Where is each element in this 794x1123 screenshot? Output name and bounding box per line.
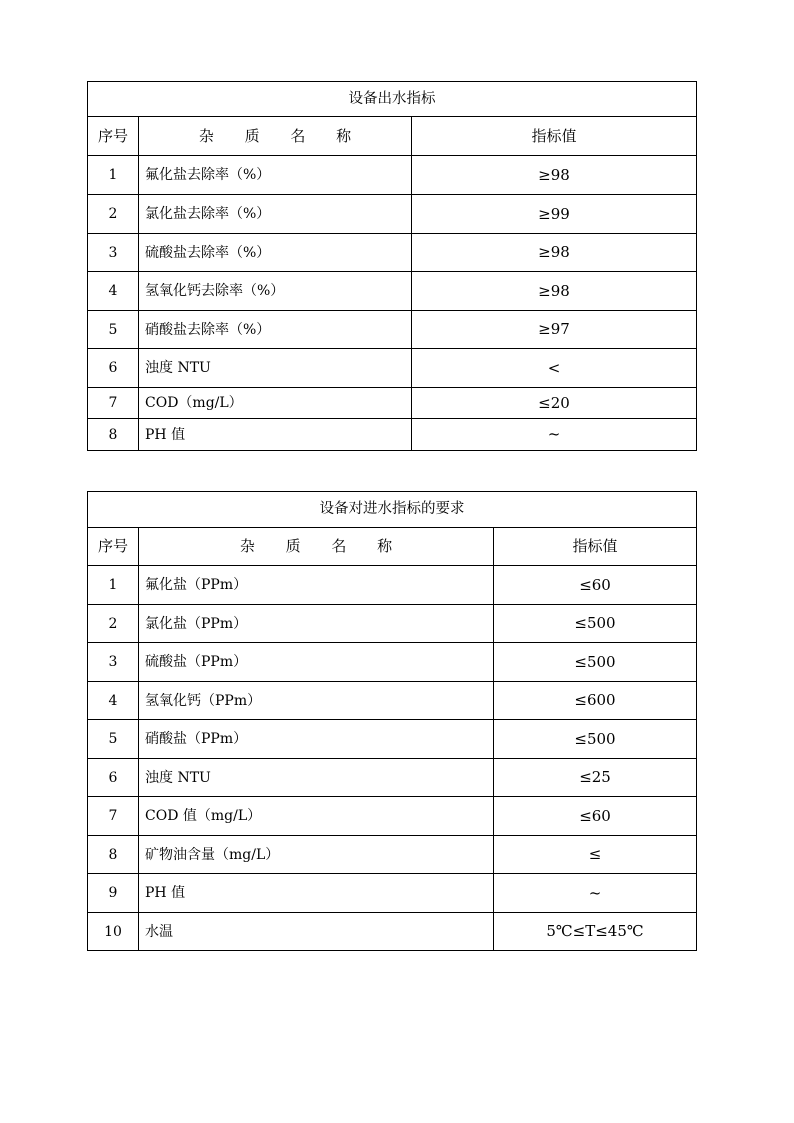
row-value: ≥98 xyxy=(412,156,697,195)
table-row xyxy=(88,419,697,451)
row-impurity: 浊度 NTU xyxy=(139,759,494,797)
row-impurity: 浊度 NTU xyxy=(139,349,412,388)
row-impurity: 硫酸盐（PPm） xyxy=(139,643,494,682)
table-row xyxy=(88,156,697,195)
row-no: 10 xyxy=(88,913,139,951)
row-no: 7 xyxy=(88,797,139,836)
row-value: ≤600 xyxy=(494,682,697,720)
row-impurity: 矿物油含量（mg/L） xyxy=(139,836,494,874)
row-no: 8 xyxy=(88,419,139,451)
table-row xyxy=(88,272,697,311)
row-impurity: 氟化盐（PPm） xyxy=(139,566,494,605)
header-index-value: 指标值 xyxy=(494,528,697,566)
inlet-table-title: 设备对进水指标的要求 xyxy=(88,492,697,528)
outlet-spec-table xyxy=(87,81,697,451)
table-row xyxy=(88,311,697,349)
row-impurity: 氢氧化钙（PPm） xyxy=(139,682,494,720)
row-no: 2 xyxy=(88,605,139,643)
header-no: 序号 xyxy=(88,117,139,156)
table-row xyxy=(88,759,697,797)
row-no: 2 xyxy=(88,195,139,234)
table-row xyxy=(88,195,697,234)
table-row xyxy=(88,682,697,720)
header-impurity-name: 杂 质 名 称 xyxy=(139,528,494,566)
row-impurity: 氢氧化钙去除率（%） xyxy=(139,272,412,311)
row-value: ≤500 xyxy=(494,720,697,759)
table-row xyxy=(88,913,697,951)
row-impurity: 氯化盐（PPm） xyxy=(139,605,494,643)
row-no: 3 xyxy=(88,643,139,682)
row-value: ≥99 xyxy=(412,195,697,234)
row-impurity: 硝酸盐去除率（%） xyxy=(139,311,412,349)
row-no: 3 xyxy=(88,234,139,272)
row-value: ~ xyxy=(494,874,697,913)
row-value: ≤25 xyxy=(494,759,697,797)
table-row xyxy=(88,643,697,682)
row-impurity: 水温 xyxy=(139,913,494,951)
row-impurity: 硝酸盐（PPm） xyxy=(139,720,494,759)
table-row xyxy=(88,566,697,605)
table-row xyxy=(88,836,697,874)
row-value: ≤500 xyxy=(494,605,697,643)
row-impurity: 氯化盐去除率（%） xyxy=(139,195,412,234)
row-no: 9 xyxy=(88,874,139,913)
table-row xyxy=(88,605,697,643)
row-no: 6 xyxy=(88,759,139,797)
row-no: 7 xyxy=(88,388,139,419)
row-value: ≤500 xyxy=(494,643,697,682)
row-no: 4 xyxy=(88,272,139,311)
row-impurity: COD（mg/L） xyxy=(139,388,412,419)
table-row xyxy=(88,349,697,388)
row-value: ≤60 xyxy=(494,797,697,836)
table-row xyxy=(88,720,697,759)
row-no: 5 xyxy=(88,311,139,349)
table-row xyxy=(88,874,697,913)
row-value: < xyxy=(412,349,697,388)
row-value: ≥97 xyxy=(412,311,697,349)
row-impurity: 硫酸盐去除率（%） xyxy=(139,234,412,272)
row-value: ≤20 xyxy=(412,388,697,419)
header-impurity-name: 杂 质 名 称 xyxy=(139,117,412,156)
row-impurity: 氟化盐去除率（%） xyxy=(139,156,412,195)
row-value: ~ xyxy=(412,419,697,451)
row-impurity: PH 值 xyxy=(139,874,494,913)
header-no: 序号 xyxy=(88,528,139,566)
row-value: 5℃≤T≤45℃ xyxy=(494,913,697,951)
row-no: 1 xyxy=(88,566,139,605)
row-value: ≥98 xyxy=(412,272,697,311)
outlet-table-title: 设备出水指标 xyxy=(88,82,697,117)
row-impurity: COD 值（mg/L） xyxy=(139,797,494,836)
header-index-value: 指标值 xyxy=(412,117,697,156)
row-value: ≤60 xyxy=(494,566,697,605)
row-value: ≤ xyxy=(494,836,697,874)
row-no: 6 xyxy=(88,349,139,388)
row-no: 1 xyxy=(88,156,139,195)
table-row xyxy=(88,234,697,272)
inlet-spec-table xyxy=(87,491,697,951)
row-no: 5 xyxy=(88,720,139,759)
row-value: ≥98 xyxy=(412,234,697,272)
row-impurity: PH 值 xyxy=(139,419,412,451)
row-no: 4 xyxy=(88,682,139,720)
row-no: 8 xyxy=(88,836,139,874)
table-row xyxy=(88,388,697,419)
table-row xyxy=(88,797,697,836)
